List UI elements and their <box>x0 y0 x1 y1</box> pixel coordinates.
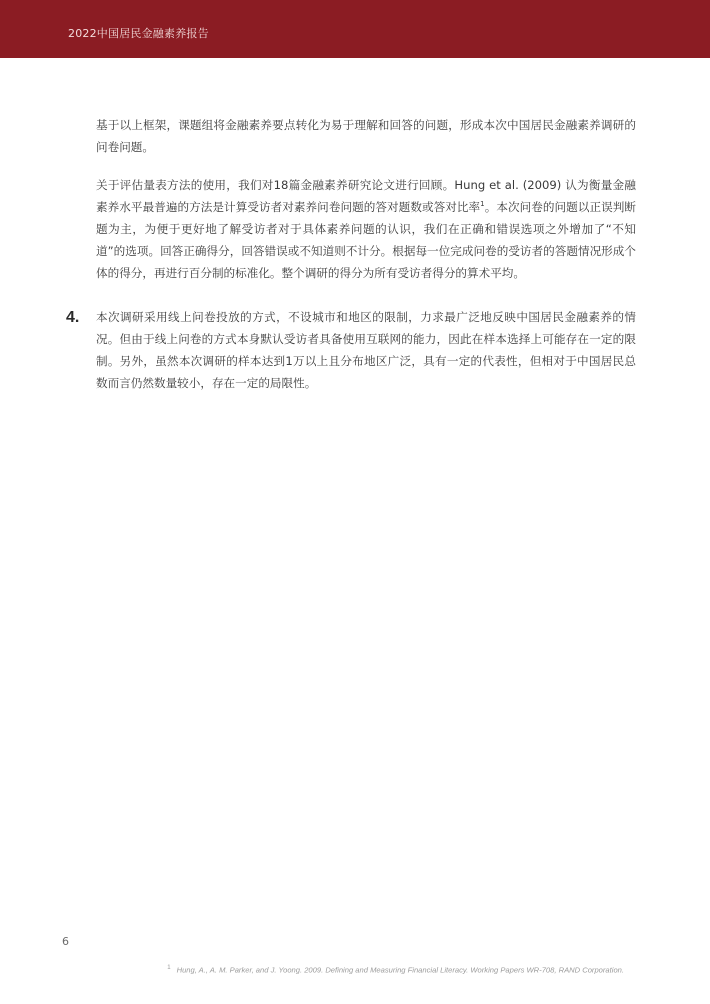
footnote-mark: 1 <box>167 965 171 971</box>
paragraph-text-end: 。本次问卷的问题以正误判断题为主，为便于更好地了解受访者对于具体素养问题的认识，我们在正确和错误选项之外增加了“不知道”的选项。回答正确得分，回答错误或不知道则不计分。根据每一位完成问卷的受访者的答题情况形成个体的得分，再进行百分制的标准化。整个调研的得分为所有受访者得分的算术平均。 <box>96 200 636 280</box>
paragraph-assessment-method <box>96 174 636 284</box>
footnote-reference[interactable]: 1 <box>480 200 485 209</box>
page-number: 6 <box>62 935 69 948</box>
paragraph-text-start: 关于评估量表方法的使用，我们对18篇金融素养研究论文进行回顾。Hung et al. (2009) 认为衡量金融素养水平最普遍的方法是计算受访者对素养问卷问题的答对题数或答对比率 <box>96 178 636 214</box>
footnote <box>167 965 624 975</box>
list-item-number: 4. <box>66 309 80 326</box>
footnote-text: Hung, A., A. M. Parker, and J. Yoong. 2009. Defining and Measuring Financial Literacy. Working Papers WR-708, RAND Corporation. <box>176 965 624 975</box>
paragraph-framework: 基于以上框架，课题组将金融素养要点转化为易于理解和回答的问题，形成本次中国居民金融素养调研的问卷问题。 <box>96 118 636 154</box>
paragraph-item-4: 本次调研采用线上问卷投放的方式，不设城市和地区的限制，力求最广泛地反映中国居民金融素养的情况。但由于线上问卷的方式本身默认受访者具备使用互联网的能力，因此在样本选择上可能存在一定的限制。另外，虽然本次调研的样本达到1万以上且分布地区广泛，具有一定的代表性，但相对于中国居民总数而言仍然数量较小，存在一定的局限性。 <box>96 310 636 390</box>
page-header <box>0 0 710 58</box>
report-title: 2022中国居民金融素养报告 <box>68 27 209 40</box>
